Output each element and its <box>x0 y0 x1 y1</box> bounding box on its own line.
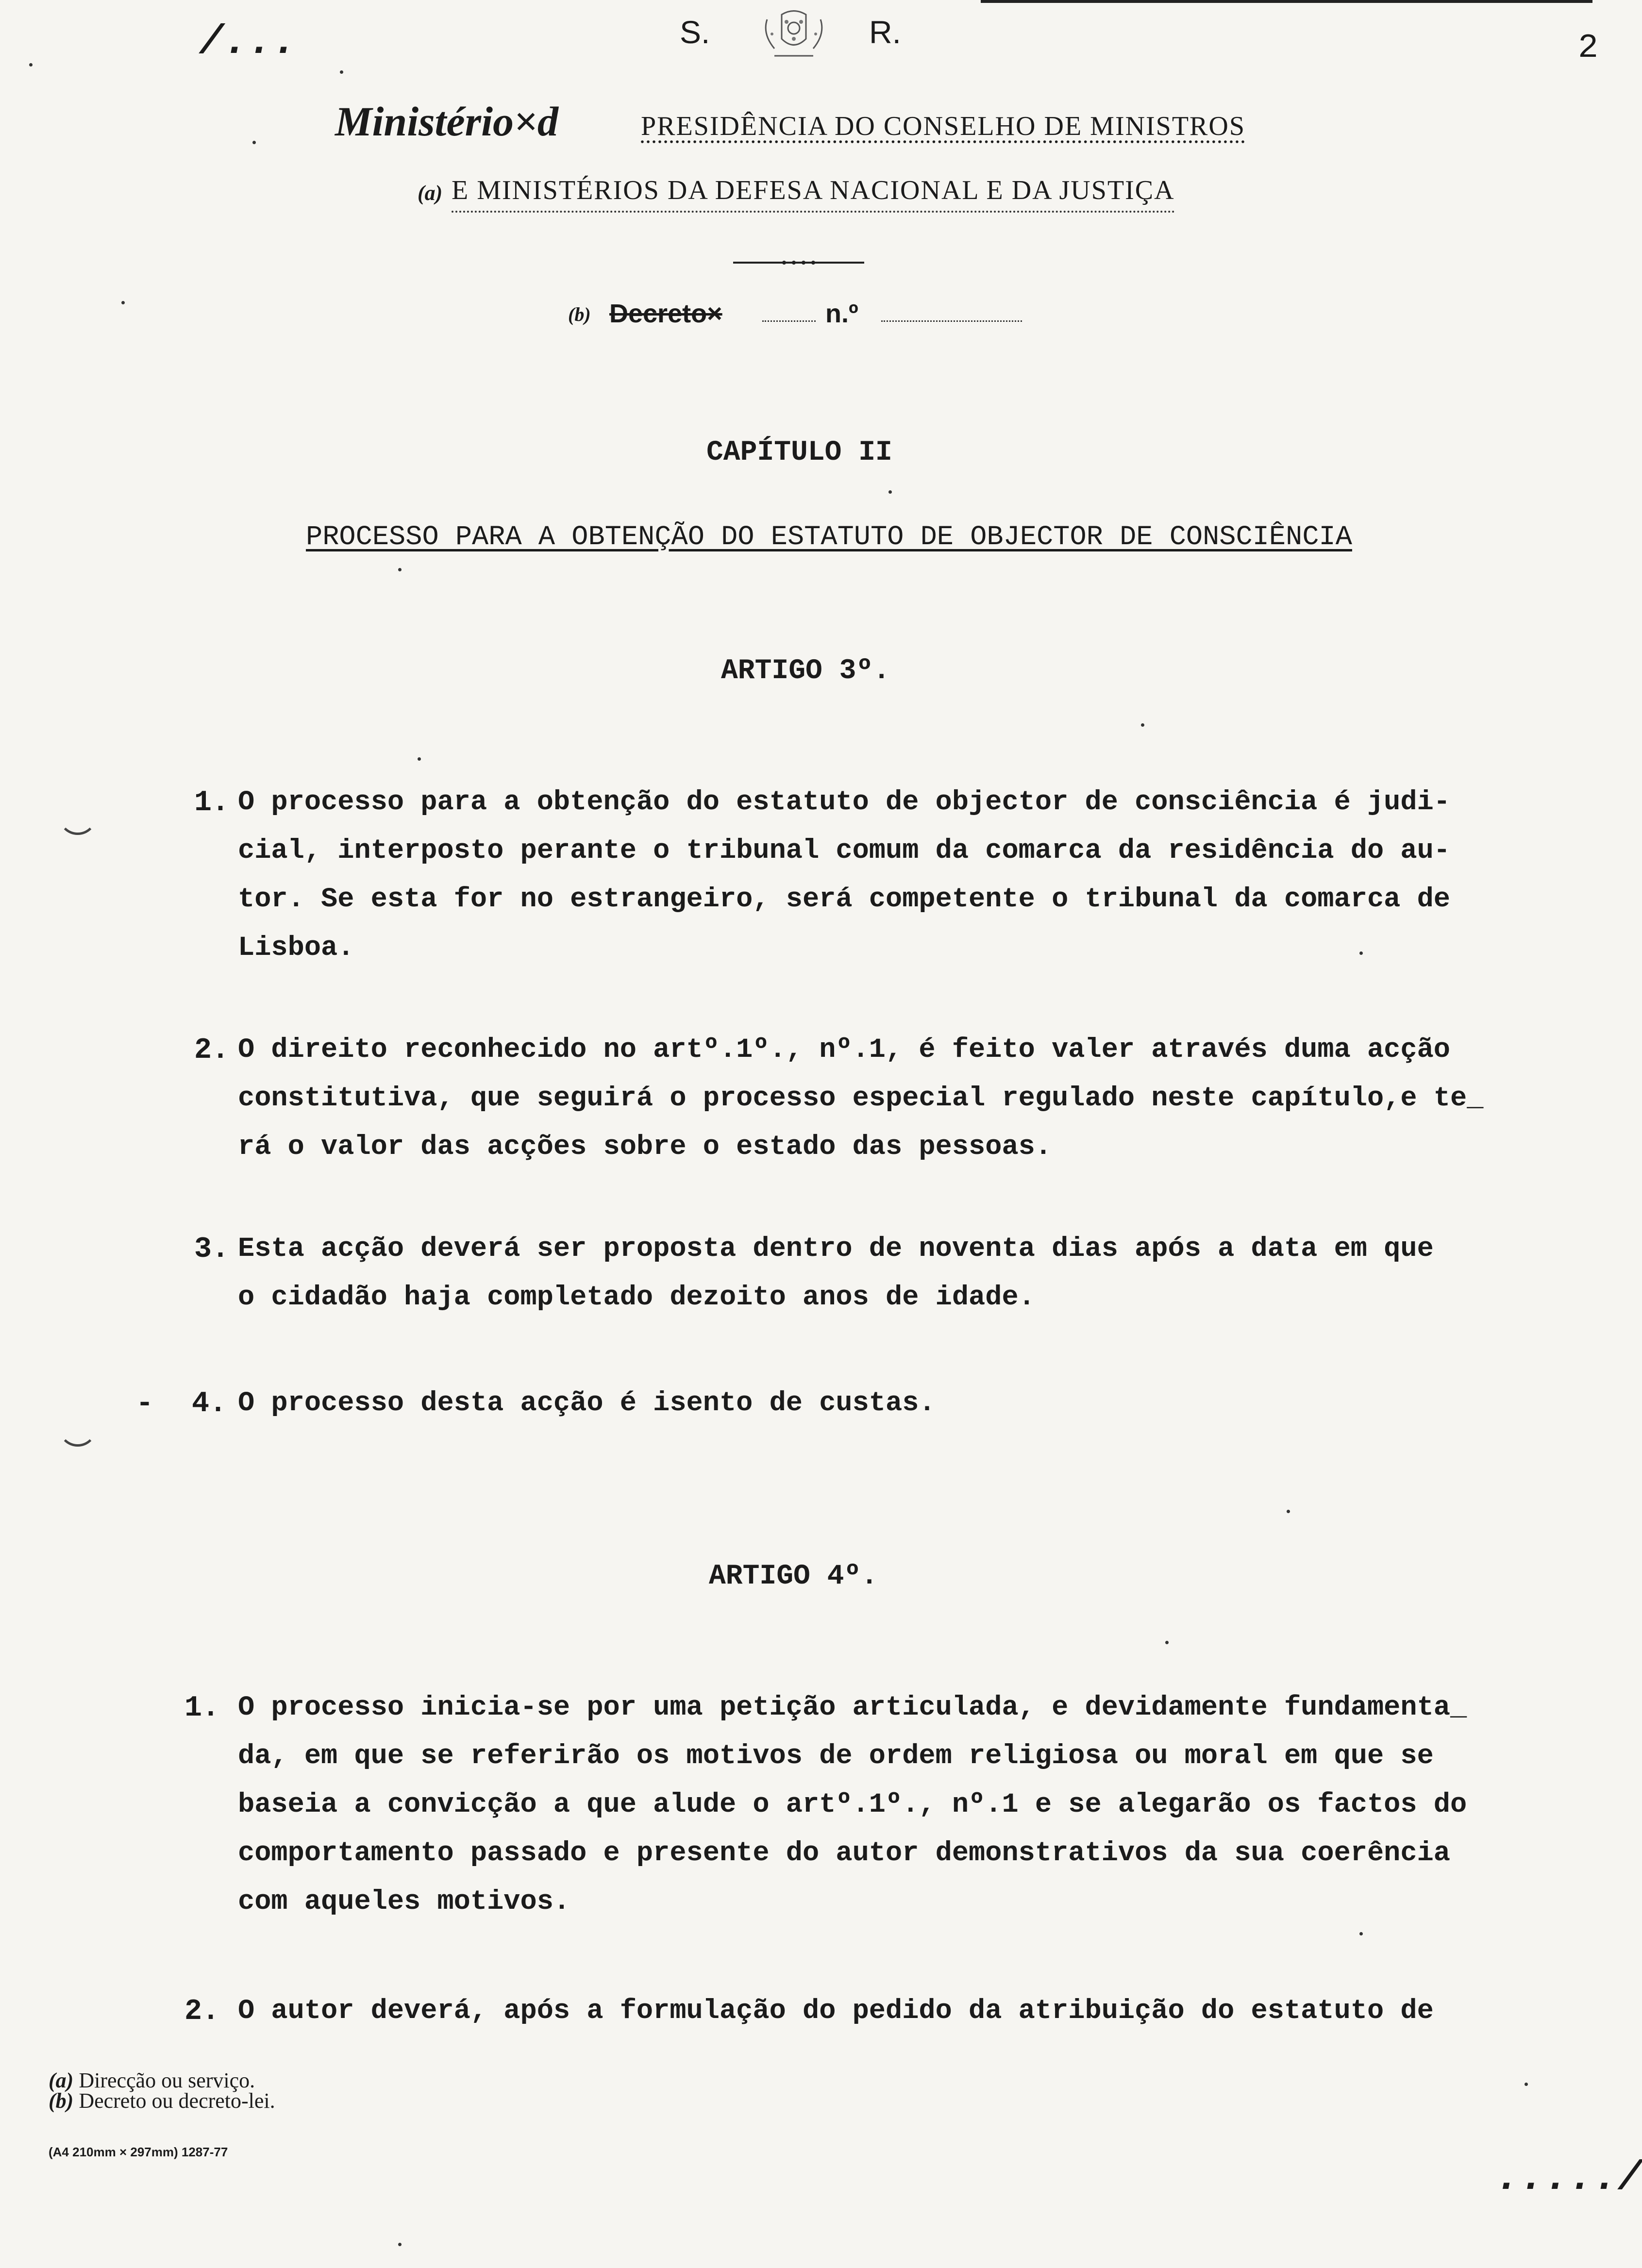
paragraph-line: o cidadão haja completado dezoito anos de idade. <box>238 1282 1035 1313</box>
paragraph-dash: - <box>136 1387 154 1420</box>
scan-speck <box>418 757 421 761</box>
continuation-mark-top: /... <box>199 19 297 66</box>
ministry-label: Ministério×d <box>335 98 558 145</box>
scan-speck <box>1165 1641 1169 1644</box>
paragraph-line: O autor deverá, após a formulação do pedido da atribuição do estatuto de <box>238 1996 1434 2027</box>
decree-number-blank <box>881 311 1022 322</box>
paragraph-line: com aqueles motivos. <box>238 1886 570 1918</box>
paragraph-line: Esta acção deverá ser proposta dentro de noventa dias após a data em que <box>238 1234 1434 1265</box>
seal-letter-s: S. <box>680 14 710 50</box>
scan-speck <box>121 301 125 304</box>
footnote-marker-b: (b) <box>568 303 591 325</box>
scan-speck <box>1287 1510 1290 1513</box>
ministry-title: PRESIDÊNCIA DO CONSELHO DE MINISTROS <box>641 111 1245 141</box>
ministry-subtitle: E MINISTÉRIOS DA DEFESA NACIONAL E DA JUSTIÇA <box>452 175 1175 213</box>
footnote-b-marker: (b) <box>49 2089 74 2113</box>
scan-speck <box>888 490 892 494</box>
continuation-mark-bottom: ...../ <box>1495 2155 1642 2201</box>
footnote-a-marker: (a) <box>49 2068 74 2092</box>
chapter-title: PROCESSO PARA A OBTENÇÃO DO ESTATUTO DE OBJECTOR DE CONSCIÊNCIA <box>306 522 1352 553</box>
paragraph-number: 2. <box>194 1034 230 1067</box>
scan-speck <box>1359 951 1363 955</box>
paragraph-number: 2. <box>184 1995 220 2028</box>
top-rule <box>981 0 1592 3</box>
footnote-marker-a: (a) <box>418 181 443 205</box>
paragraph-line: O processo inicia-se por uma petição articulada, e devidamente fundamenta_ <box>238 1692 1467 1723</box>
binder-hole <box>58 1408 97 1447</box>
decree-label: Decreto× <box>609 299 722 328</box>
scan-speck <box>398 2243 402 2246</box>
footnote-b <box>49 2088 275 2113</box>
page-number: 2 <box>1578 29 1599 67</box>
scan-speck <box>1359 1932 1363 1935</box>
paragraph-line: tor. Se esta for no estrangeiro, será competente o tribunal da comarca de <box>238 884 1451 915</box>
paragraph-line: rá o valor das acções sobre o estado das pessoas. <box>238 1132 1052 1163</box>
chapter-heading: CAPÍTULO II <box>706 437 892 468</box>
paragraph-line: O direito reconhecido no artº.1º., nº.1, é feito valer através duma acção <box>238 1034 1451 1066</box>
scan-speck <box>398 568 402 571</box>
seal-letter-r: R. <box>869 14 901 50</box>
paragraph-line: baseia a convicção a que alude o artº.1º., nº.1 e se alegarão os factos do <box>238 1789 1467 1820</box>
scan-speck <box>1525 2083 1528 2086</box>
decree-number-label: n.º <box>825 299 858 328</box>
scan-speck <box>252 141 256 144</box>
paragraph-number: 4. <box>192 1387 227 1420</box>
ornament-divider <box>733 260 864 265</box>
paragraph-line: O processo desta acção é isento de custas. <box>238 1388 936 1419</box>
paragraph-line: comportamento passado e presente do autor demonstrativos da sua coerência <box>238 1838 1451 1869</box>
decree-blank <box>762 311 816 322</box>
article-3-heading: ARTIGO 3º. <box>721 655 890 687</box>
coat-of-arms-icon <box>753 5 835 63</box>
paragraph-line: da, em que se referirão os motivos de ordem religiosa ou moral em que se <box>238 1741 1434 1772</box>
article-4-heading: ARTIGO 4º. <box>709 1561 878 1592</box>
footnote-a-text: Direcção ou serviço. <box>79 2068 255 2092</box>
scan-speck <box>29 63 33 67</box>
scan-speck <box>1141 723 1144 727</box>
paragraph-number: 3. <box>194 1233 230 1266</box>
footnote-b-text: Decreto ou decreto-lei. <box>79 2089 275 2113</box>
form-reference: (A4 210mm × 297mm) 1287-77 <box>49 2145 228 2159</box>
paragraph-number: 1. <box>184 1692 220 1725</box>
paragraph-number: 1. <box>194 786 230 819</box>
binder-hole <box>58 796 97 835</box>
scan-speck <box>340 70 343 74</box>
paragraph-line: O processo para a obtenção do estatuto de objector de consciência é judi- <box>238 787 1451 818</box>
paragraph-line: constitutiva, que seguirá o processo especial regulado neste capítulo,e te_ <box>238 1083 1484 1114</box>
paragraph-line: cial, interposto perante o tribunal comum da comarca da residência do au- <box>238 835 1451 867</box>
paragraph-line: Lisboa. <box>238 933 354 964</box>
